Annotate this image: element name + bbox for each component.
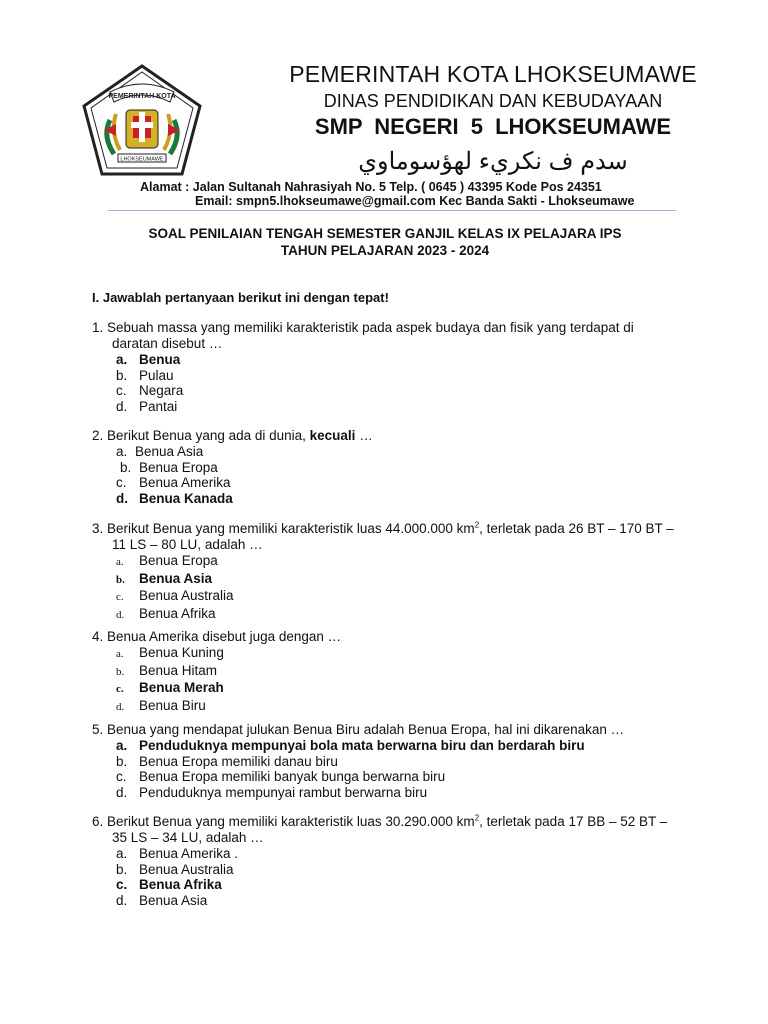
option-d: d. Benua Asia — [116, 892, 208, 908]
option-b: b. Benua Eropa memiliki danau biru — [116, 753, 338, 769]
option-a: a. Benua Kuning — [116, 645, 224, 660]
exam-year: TAHUN PELAJARAN 2023 - 2024 — [280, 243, 490, 258]
option-c: c. Benua Afrika — [116, 877, 222, 892]
question-text: 3. Berikut Benua yang memiliki karakteristik luas 44.000.000 $km^2$, terletak pada 26 BT – 170 BT – 11 LS – 80 LU, adalah … — [92, 520, 674, 552]
question-5 — [92, 722, 682, 800]
option-b: b. Pulau — [116, 367, 174, 383]
option-c: c. Benua Amerika — [116, 475, 231, 490]
header-email: Email: smpn5.lhokseumawe@gmail.com Kec Banda Sakti - Lhokseumawe — [195, 194, 635, 208]
option-d: d. Pantai — [116, 398, 178, 414]
option-a: a. Penduduknya mempunyai bola mata berwarna biru dan berdarah biru — [116, 738, 585, 753]
option-c: c. Benua Merah — [116, 680, 224, 695]
question-4 — [92, 629, 682, 715]
header-address: Alamat : Jalan Sultanah Nahrasiyah No. 5 Telp. ( 0645 ) 43395 Kode Pos 24351 — [140, 180, 602, 194]
option-c: c. Benua Australia — [116, 588, 234, 603]
question-text: 4. Benua Amerika disebut juga dengan … — [92, 629, 342, 644]
question-1 — [92, 320, 682, 414]
question-text: 1. Sebuah massa yang memiliki karakteristik pada aspek budaya dan fisik yang terdapat di daratan disebut … — [92, 320, 634, 351]
header-government: PEMERINTAH KOTA LHOKSEUMAWE — [289, 61, 697, 87]
question-text: 5. Benua yang mendapat julukan Benua Biru adalah Benua Eropa, hal ini dikarenakan … — [92, 722, 625, 737]
option-a: a. Benua — [116, 352, 181, 367]
option-b: b. Benua Hitam — [116, 662, 218, 678]
question-text: 2. Berikut Benua yang ada di dunia, kecuali … — [92, 428, 373, 443]
option-d: d. Benua Afrika — [116, 605, 216, 621]
logo-text-bottom: LHOKSEUMAWE — [120, 156, 164, 163]
option-c: c. Negara — [116, 383, 184, 398]
option-a: a. Benua Asia — [116, 444, 204, 459]
header-school-name: SMP NEGERI 5 LHOKSEUMAWE — [314, 114, 672, 139]
question-2 — [92, 428, 682, 506]
header-divider — [108, 210, 676, 211]
question-3 — [92, 521, 682, 623]
option-a: a. Benua Eropa — [116, 553, 218, 568]
school-logo — [80, 62, 204, 178]
question-text: 6. Berikut Benua yang memiliki karakteristik luas 30.290.000 $km^2$, terletak pada 17 BB – 52 BT – 35 LS – 34 LU, adalah … — [92, 813, 668, 845]
option-d: d. Benua Biru — [116, 697, 206, 713]
instruction: I. Jawablah pertanyaan berikut ini dengan tepat! — [92, 290, 389, 305]
logo-text-top: PEMERINTAH KOTA — [108, 93, 176, 100]
option-d: d. Penduduknya mempunyai rambut berwarna biru — [116, 784, 428, 800]
option-c: c. Benua Eropa memiliki banyak bunga berwarna biru — [116, 769, 446, 784]
header-school-name-jawi: سدم ف نكريء لهؤسوماوي — [358, 148, 628, 175]
question-6 — [92, 814, 682, 908]
option-b: b. Benua Eropa — [120, 459, 218, 475]
exam-title: SOAL PENILAIAN TENGAH SEMESTER GANJIL KELAS IX PELAJARA IPS — [148, 226, 622, 241]
header-department: DINAS PENDIDIKAN DAN KEBUDAYAAN — [323, 91, 663, 111]
option-b: b. Benua Asia — [116, 570, 213, 586]
option-d: d. Benua Kanada — [116, 490, 233, 506]
option-a: a. Benua Amerika . — [116, 846, 239, 861]
option-b: b. Benua Australia — [116, 861, 234, 877]
